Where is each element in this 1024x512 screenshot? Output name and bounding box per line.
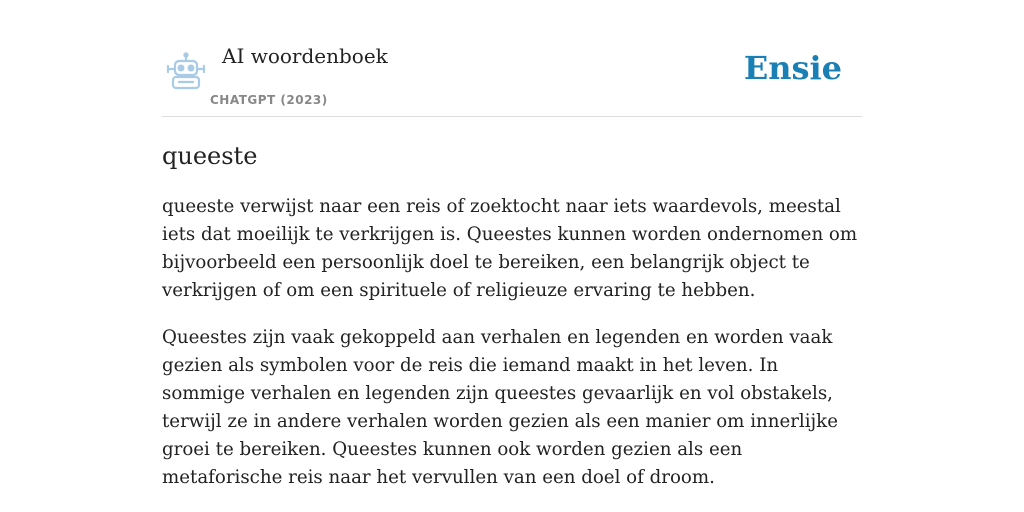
site-title: AI woordenboek — [222, 44, 388, 68]
robot-icon — [166, 52, 206, 90]
page — [162, 0, 862, 492]
header — [162, 0, 862, 117]
definition-paragraph: queeste verwijst naar een reis of zoektocht naar iets waardevols, meestal iets dat moeilijk te verkrijgen is. Queestes kunnen worden ondernomen om bijvoorbeeld een persoonlijk doel te bereiken, een belangrijk object te verkrijgen of om een spirituele of religieuze ervaring te hebben. — [162, 196, 858, 301]
source-label: CHATGPT (2023) — [210, 93, 328, 107]
definition-paragraph: Queestes zijn vaak gekoppeld aan verhalen en legenden en worden vaak gezien als symbolen voor de reis die iemand maakt in het leven. In sommige verhalen en legenden zijn queestes gevaarlijk en vol obstakels, terwijl ze in andere verhalen worden gezien als een manier om innerlijke groei te bereiken. Queestes kunnen ook worden gezien als een metaforische reis naar het vervullen van een doel of droom. — [162, 327, 838, 488]
ensie-logo-link[interactable]: Ensie — [743, 49, 842, 87]
entry-word: queeste — [162, 142, 258, 170]
